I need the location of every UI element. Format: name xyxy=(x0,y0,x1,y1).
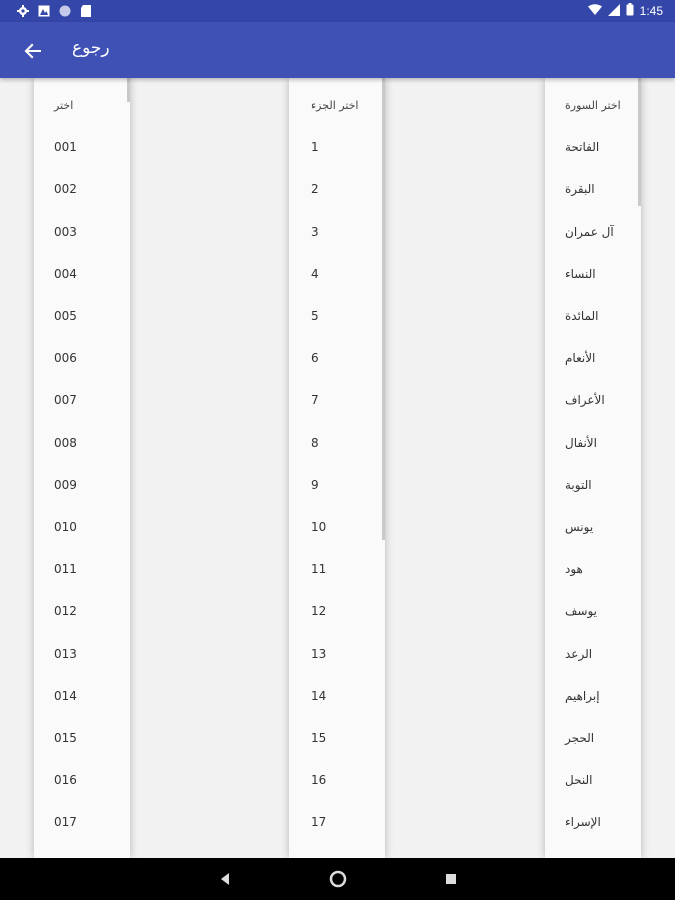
juz-list-item[interactable]: 16 xyxy=(311,773,327,788)
juz-list-item[interactable]: 5 xyxy=(311,309,319,324)
ayah-list-item[interactable]: 003 xyxy=(54,224,77,239)
surah-list-header[interactable]: اختر السورة xyxy=(565,98,621,112)
circle-icon xyxy=(58,4,71,17)
surah-list-item[interactable]: الأعراف xyxy=(565,393,605,408)
nav-back-button[interactable] xyxy=(215,869,235,889)
ayah-list-item[interactable]: 004 xyxy=(54,266,77,281)
back-triangle-icon xyxy=(218,872,232,886)
ayah-list-item[interactable]: 017 xyxy=(54,815,77,830)
sd-card-icon xyxy=(79,4,92,17)
nav-home-button[interactable] xyxy=(328,869,348,889)
surah-list-item[interactable]: النحل xyxy=(565,773,593,788)
juz-list-item[interactable]: 17 xyxy=(311,815,327,830)
juz-list-scrollbar[interactable] xyxy=(382,78,385,540)
ayah-list-scrollbar[interactable] xyxy=(127,78,130,102)
juz-list-item[interactable]: 7 xyxy=(311,393,319,408)
ayah-list-item[interactable]: 008 xyxy=(54,435,77,450)
ayah-list-item[interactable]: 014 xyxy=(54,688,77,703)
home-circle-icon xyxy=(329,870,347,888)
juz-list-item[interactable]: 6 xyxy=(311,351,319,366)
battery-icon xyxy=(626,3,634,19)
juz-picker-list[interactable] xyxy=(289,78,385,858)
surah-picker-list[interactable] xyxy=(545,78,641,858)
wifi-icon xyxy=(588,4,602,19)
surah-list-item[interactable]: الرعد xyxy=(565,646,593,661)
juz-list-item[interactable]: 15 xyxy=(311,730,327,745)
surah-list-item[interactable]: الفاتحة xyxy=(565,140,600,155)
ayah-list-item[interactable]: 012 xyxy=(54,604,77,619)
surah-list-item[interactable]: الإسراء xyxy=(565,815,601,830)
ayah-list-header[interactable]: اختر xyxy=(54,98,74,112)
juz-list-header[interactable]: اختر الجزء xyxy=(311,98,359,112)
ayah-list-item[interactable]: 013 xyxy=(54,646,77,661)
surah-list-item[interactable]: هود xyxy=(565,562,583,577)
settings-icon xyxy=(16,4,29,17)
surah-list-scrollbar[interactable] xyxy=(638,78,641,206)
juz-list-item[interactable]: 2 xyxy=(311,182,319,197)
signal-icon xyxy=(608,4,620,19)
juz-list-item[interactable]: 1 xyxy=(311,140,319,155)
clock-time: 1:45 xyxy=(639,4,663,18)
ayah-list-item[interactable]: 001 xyxy=(54,140,77,155)
juz-list-item[interactable]: 8 xyxy=(311,435,319,450)
surah-list-item[interactable]: يونس xyxy=(565,519,594,534)
ayah-list-item[interactable]: 007 xyxy=(54,393,77,408)
app-bar xyxy=(0,22,675,78)
juz-list-item[interactable]: 13 xyxy=(311,646,327,661)
ayah-list-item[interactable]: 011 xyxy=(54,562,77,577)
surah-list-item[interactable]: يوسف xyxy=(565,604,598,619)
system-nav-bar xyxy=(0,858,675,900)
arrow-back-icon xyxy=(20,38,46,64)
photo-icon xyxy=(37,4,50,17)
page-title: رجوع xyxy=(72,38,110,58)
surah-list-item[interactable]: آل عمران xyxy=(565,224,614,239)
status-bar xyxy=(0,0,675,22)
ayah-list-item[interactable]: 005 xyxy=(54,309,77,324)
juz-list-item[interactable]: 9 xyxy=(311,477,319,492)
ayah-list-item[interactable]: 009 xyxy=(54,477,77,492)
juz-list-item[interactable]: 4 xyxy=(311,266,319,281)
juz-list-item[interactable]: 14 xyxy=(311,688,327,703)
surah-list-item[interactable]: النساء xyxy=(565,266,596,281)
juz-list-item[interactable]: 11 xyxy=(311,562,327,577)
nav-recents-button[interactable] xyxy=(441,869,461,889)
surah-list-item[interactable]: إبراهيم xyxy=(565,688,600,703)
surah-list-item[interactable]: الأنفال xyxy=(565,435,597,450)
juz-list-item[interactable]: 10 xyxy=(311,519,327,534)
picker-area xyxy=(0,78,675,858)
ayah-picker-list[interactable] xyxy=(34,78,130,858)
ayah-list-item[interactable]: 010 xyxy=(54,519,77,534)
back-button[interactable] xyxy=(20,38,46,64)
surah-list-item[interactable]: المائدة xyxy=(565,309,599,324)
recents-square-icon xyxy=(445,873,457,885)
ayah-list-item[interactable]: 006 xyxy=(54,351,77,366)
surah-list-item[interactable]: البقرة xyxy=(565,182,595,197)
surah-list-item[interactable]: الأنعام xyxy=(565,351,596,366)
ayah-list-item[interactable]: 002 xyxy=(54,182,77,197)
status-left-icons xyxy=(16,4,92,17)
juz-list-item[interactable]: 12 xyxy=(311,604,327,619)
ayah-list-item[interactable]: 015 xyxy=(54,730,77,745)
status-right xyxy=(588,3,663,19)
juz-list-item[interactable]: 3 xyxy=(311,224,319,239)
ayah-list-item[interactable]: 016 xyxy=(54,773,77,788)
surah-list-item[interactable]: التوبة xyxy=(565,477,592,492)
surah-list-item[interactable]: الحجر xyxy=(565,730,595,745)
